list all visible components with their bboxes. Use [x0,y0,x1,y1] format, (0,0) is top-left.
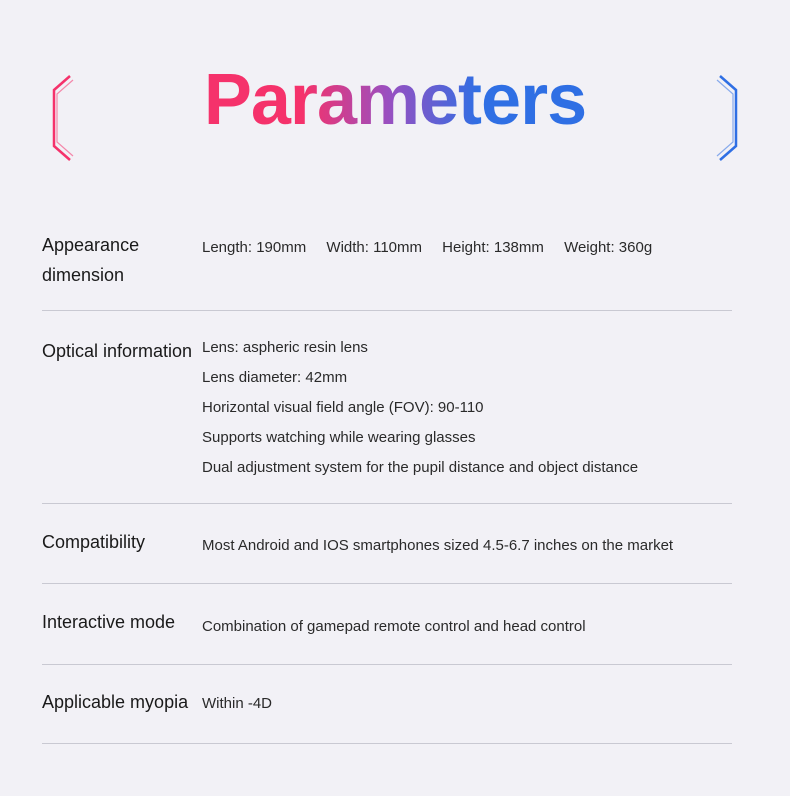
value-width: Width: 110mm [326,239,422,256]
parameters-table [42,208,732,744]
page-title: Parameters [203,60,587,140]
row-label-applicable-myopia: Applicable myopia [42,692,189,712]
row-label-appearance-dimension: Appearance dimension [42,235,140,285]
table-row [42,208,732,311]
value-glasses-support: Supports watching while wearing glasses [202,429,476,446]
row-values-compatibility [202,528,732,561]
value-lens-type: Lens: aspheric resin lens [202,339,368,356]
value-dual-adjustment: Dual adjustment system for the pupil distance and object distance [202,459,639,476]
row-label-interactive-mode: Interactive mode [42,612,176,632]
value-height: Height: 138mm [442,239,544,256]
value-lens-diameter: Lens diameter: 42mm [202,369,348,386]
row-values-interactive-mode [202,608,732,642]
value-interactive-mode: Combination of gamepad remote control and head control [202,618,586,635]
value-applicable-myopia: Within -4D [202,695,273,712]
right-bracket-icon [716,74,742,162]
row-label-compatibility: Compatibility [42,532,146,552]
left-bracket-icon [48,74,74,162]
table-row [42,311,732,504]
table-row [42,504,732,584]
value-weight: Weight: 360g [564,239,653,256]
title-area [0,0,790,200]
row-values-optical-information [202,333,732,483]
table-row [42,584,732,665]
row-values-appearance-dimension [202,230,732,263]
value-compatibility: Most Android and IOS smartphones sized 4.5-6.7 inches on the market [202,537,674,554]
value-fov: Horizontal visual field angle (FOV): 90-110 [202,399,484,416]
table-row [42,665,732,744]
row-values-applicable-myopia [202,687,732,719]
row-label-optical-information: Optical information [42,341,193,361]
value-length: Length: 190mm [202,239,307,256]
